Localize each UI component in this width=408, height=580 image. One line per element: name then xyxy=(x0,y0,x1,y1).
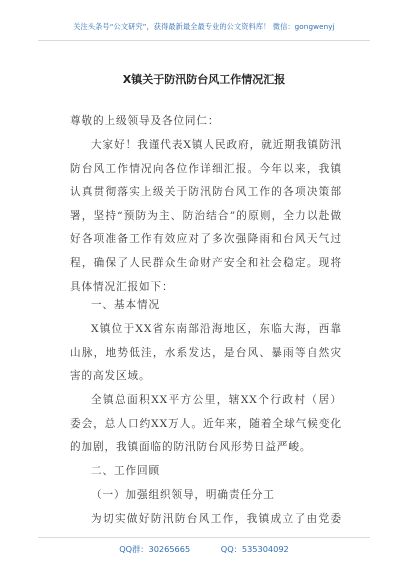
section-heading-work-review: 二、工作回顾 xyxy=(91,465,160,477)
document-title: X镇关于防汛防台风工作情况汇报 xyxy=(122,73,286,86)
footer-qq-number: QQ：535304092 xyxy=(220,544,289,554)
intro-paragraph: 大家好！我谨代表X镇人民政府，就近期我镇防汛防台风工作情况向各位作详细汇报。今年以来，我镇认真贯彻落实上级关于防汛防台风工作的各项决策部署，坚持“预防为主、防治结合”的原则，全力以赴做好各项准备工作有效应对了多次强降雨和台风天气过程，确保了人民群众生命财产安全和社会稳定。现将具体情况汇报如下： xyxy=(70,139,342,293)
section1-paragraph-2: 全镇总面积XX平方公里，辖XX个行政村（居）委会，总人口约XX万人。近年来，随着全球气候变化的加剧，我镇面临的防汛防台风形势日益严峻。 xyxy=(70,394,342,454)
subsection-heading-organization: （一）加强组织领导，明确责任分工 xyxy=(91,489,275,501)
salutation: 尊敬的上级领导及各位同仁： xyxy=(70,115,220,127)
section2-paragraph-1: 为切实做好防汛防台风工作，我镇成立了由党委 xyxy=(91,513,342,525)
header-promo-text: 关注头条号“公文研究”，获得最新最全最专业的公文资料库！ 微信：gongwenyj xyxy=(73,22,335,31)
header-divider xyxy=(38,40,370,41)
section1-paragraph-1: X镇位于XX省东南部沿海地区，东临大海，西靠山脉，地势低洼，水系发达，是台风、暴雨等自然灾害的高发区域。 xyxy=(70,323,342,383)
section-heading-basic-info: 一、基本情况 xyxy=(91,299,160,311)
footer-contact xyxy=(0,544,408,555)
footer-qq-group: QQ群：30265665 xyxy=(119,544,191,554)
footer-divider xyxy=(38,537,370,538)
